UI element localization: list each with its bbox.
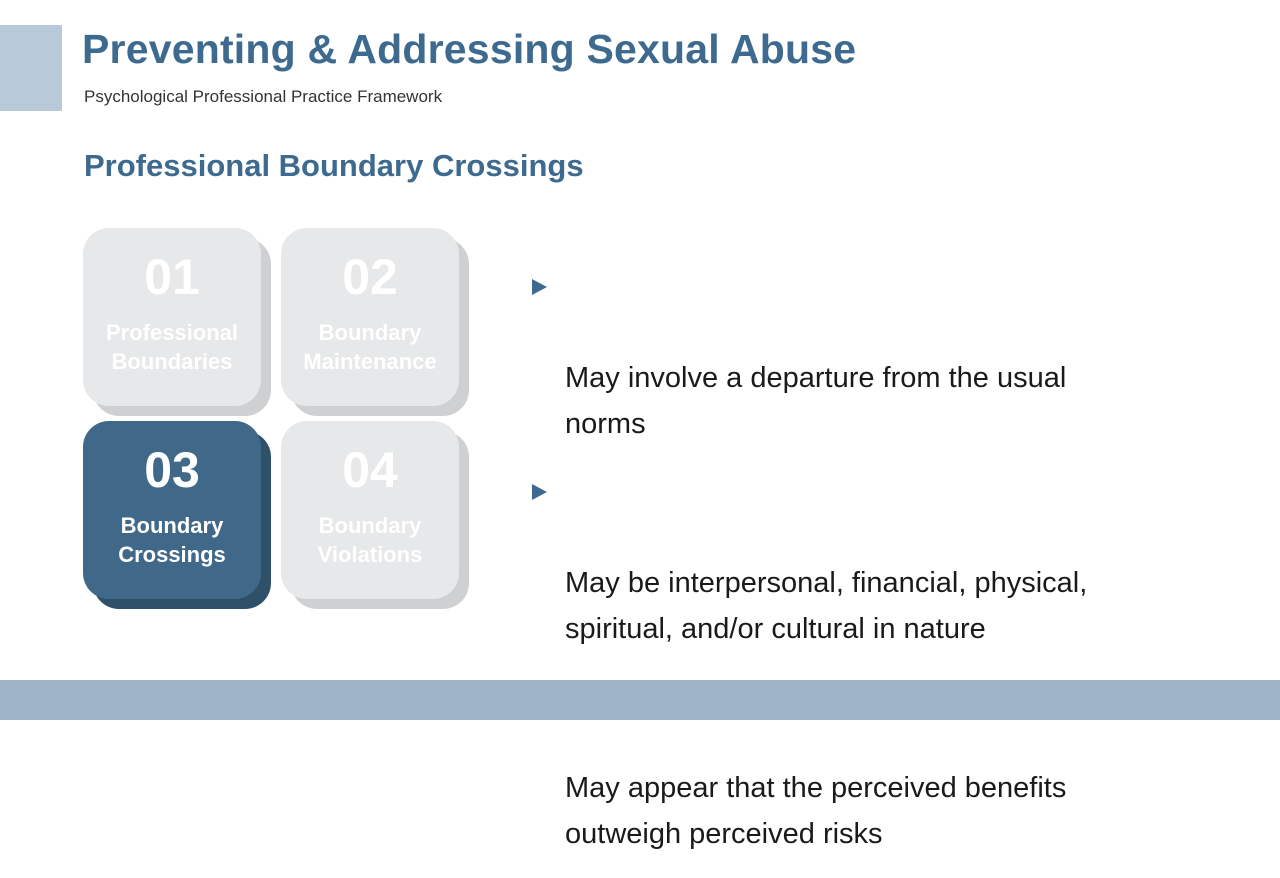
tile-boundary-violations[interactable] [281,421,459,599]
tile-number: 01 [144,249,200,305]
bullet-text: May be interpersonal, financial, physical, spiritual, and/or cultural in nature [565,567,1088,645]
tile-number: 02 [342,249,398,305]
triangle-bullet-icon [532,279,547,295]
slide-title: Preventing & Addressing Sexual Abuse [82,26,857,72]
header-accent-block [0,25,62,111]
bullet-item [530,263,1230,447]
footer-bar [0,680,1280,720]
tile-label: Boundary Crossings [118,513,226,567]
bullet-item [530,468,1230,652]
tile-label: Professional Boundaries [105,320,239,374]
triangle-bullet-icon [532,484,547,500]
slide-subtitle: Psychological Professional Practice Framework [84,87,443,106]
section-heading: Professional Boundary Crossings [84,148,584,183]
tile-label: Boundary Maintenance [303,320,437,374]
tile-professional-boundaries[interactable] [83,228,261,406]
tile-number: 03 [144,442,200,498]
bullet-list [530,263,1230,878]
tile-label: Boundary Violations [317,513,423,567]
tile-number: 04 [342,442,398,498]
tile-boundary-maintenance[interactable] [281,228,459,406]
bullet-text: May appear that the perceived benefits outweigh perceived risks [565,772,1067,850]
bullet-text: May involve a departure from the usual norms [565,362,1067,440]
tile-boundary-crossings[interactable] [83,421,261,599]
